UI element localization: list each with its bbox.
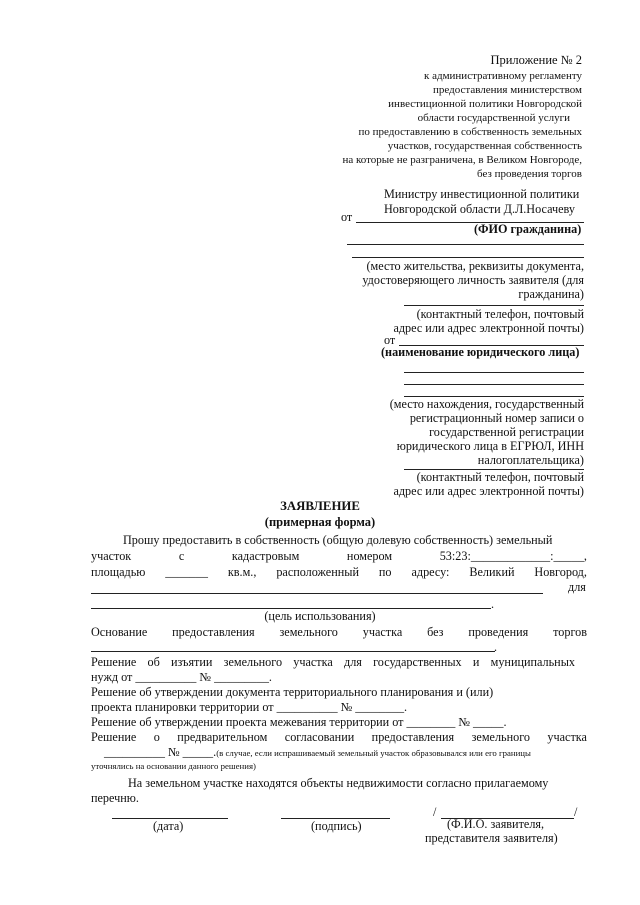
addressee-line-1: Министру инвестиционной политики: [384, 187, 580, 201]
word: участка: [293, 655, 333, 669]
residence-field-line[interactable]: [352, 257, 584, 258]
word: для: [344, 655, 362, 669]
word: об: [147, 655, 160, 669]
residence-label: (место жительства, реквизиты документа,: [366, 259, 584, 273]
slash-right: /: [574, 805, 578, 819]
appendix-line: на которые не разграничена, в Великом Новгороде,: [342, 154, 582, 166]
word: Великий: [469, 565, 515, 579]
location-label: налогоплательщика): [477, 453, 584, 467]
appendix-line: без проведения торгов: [477, 168, 582, 180]
word: участка: [547, 730, 587, 744]
period: .: [494, 640, 498, 654]
word: земельного: [471, 730, 530, 744]
word: согласовании: [284, 730, 355, 744]
word: Решение: [91, 655, 137, 669]
word: изъятии: [171, 655, 213, 669]
word: муниципальных: [490, 655, 575, 669]
cadastral-number-field[interactable]: 53:23:_____________:_____,: [439, 549, 587, 563]
word: Решение: [91, 730, 137, 744]
word: без: [427, 625, 444, 639]
word: земельного: [279, 625, 338, 639]
addressee-line-2: Новгородской области Д.Л.Носачеву: [384, 202, 575, 216]
word: предоставления: [371, 730, 455, 744]
location-label: регистрационный номер записи о: [409, 411, 584, 425]
slash-left: /: [433, 805, 437, 819]
objects-paragraph-end: перечню.: [91, 791, 139, 805]
word: с: [178, 549, 185, 563]
decision-planning-details[interactable]: проекта планировки территории от __________ № ________.: [91, 700, 408, 714]
appendix-line: по предоставлению в собственность земельных: [358, 126, 582, 138]
word: участок: [91, 549, 132, 563]
basis-field-line[interactable]: [91, 651, 495, 652]
word: кадастровым: [231, 549, 300, 563]
contact-field-line[interactable]: [404, 305, 584, 306]
signature-label: (подпись): [311, 819, 362, 833]
date-label: (дата): [153, 819, 184, 833]
appendix-line: области государственной услуги: [417, 112, 570, 124]
purpose-for-label: для: [568, 580, 586, 594]
decision-planning-line: Решение об утверждении документа территориального планирования и (или): [91, 685, 494, 699]
address-field-line[interactable]: [91, 593, 543, 594]
word: земельного: [223, 655, 283, 669]
statement-title: ЗАЯВЛЕНИЕ: [280, 499, 360, 513]
appendix-title: Приложение № 2: [490, 53, 582, 67]
area-field[interactable]: _______: [165, 565, 208, 579]
word: расположенный: [276, 565, 359, 579]
contact-label: адрес или адрес электронной почты): [393, 321, 584, 335]
objects-paragraph: На земельном участке находятся объекты недвижимости согласно прилагаемому: [128, 776, 549, 790]
contact-label: (контактный телефон, почтовый: [416, 307, 584, 321]
word: номером: [346, 549, 393, 563]
period: .: [491, 597, 495, 611]
appendix-line: предоставления министерством: [433, 84, 582, 96]
residence-field-line[interactable]: [347, 244, 584, 245]
word: кв.м.,: [227, 565, 257, 579]
word: площадью: [91, 565, 146, 579]
plot-cadastral-line: [91, 549, 587, 564]
area-address-line: [91, 565, 587, 580]
word: адресу:: [411, 565, 450, 579]
request-paragraph: Прошу предоставить в собственность (общую долевую собственность) земельный: [123, 533, 553, 547]
appendix-line: участков, государственная собственность: [387, 140, 582, 152]
word: государственных: [373, 655, 462, 669]
word: проведения: [468, 625, 529, 639]
decision-preliminary-details[interactable]: [104, 745, 531, 760]
contact-label-2: (контактный телефон, почтовый: [416, 470, 584, 484]
appendix-line: к административному регламенту: [424, 70, 582, 82]
decision-withdrawal-line: [91, 655, 575, 670]
fio-label: (ФИО гражданина): [474, 222, 582, 236]
decision-survey-line[interactable]: Решение об утверждении проекта межевания территории от ________ № _____.: [91, 715, 507, 729]
word: предварительном: [177, 730, 268, 744]
word: участка: [362, 625, 403, 639]
decision-preliminary-fields[interactable]: __________ № _____.: [104, 745, 217, 759]
word: Новгород,: [534, 565, 587, 579]
word: Основание: [91, 625, 148, 639]
location-field-line[interactable]: [404, 372, 584, 373]
location-label: государственной регистрации: [429, 425, 584, 439]
location-label: юридического лица в ЕГРЮЛ, ИНН: [396, 439, 584, 453]
decision-preliminary-line: [91, 730, 587, 745]
word: и: [472, 655, 480, 669]
appendix-line: инвестиционной политики Новгородской: [388, 98, 582, 110]
decision-preliminary-note: (в случае, если испрашиваемый земельный участок образовывался или его границы: [216, 748, 531, 758]
fio-applicant-label: (Ф.И.О. заявителя,: [447, 817, 545, 831]
fio-applicant-label-2: представителя заявителя): [425, 831, 558, 845]
word: по: [378, 565, 392, 579]
decision-preliminary-note-2: уточнялись на основании данного решения): [91, 761, 256, 771]
decision-withdrawal-details[interactable]: нужд от __________ № _________.: [91, 670, 272, 684]
residence-label: гражданина): [518, 287, 584, 301]
word: о: [153, 730, 160, 744]
org-label: (наименование юридического лица): [381, 345, 580, 359]
word: предоставления: [172, 625, 255, 639]
purpose-label: (цель использования): [264, 609, 376, 623]
from-label: от: [341, 210, 353, 224]
contact-label-2: адрес или адрес электронной почты): [393, 484, 584, 498]
residence-label: удостоверяющего личность заявителя (для: [362, 273, 584, 287]
from-label-2: от: [384, 333, 396, 347]
location-label: (место нахождения, государственный: [389, 397, 584, 411]
statement-subtitle: (примерная форма): [264, 515, 376, 529]
location-field-line[interactable]: [404, 384, 584, 385]
basis-line: [91, 625, 587, 640]
word: торгов: [553, 625, 587, 639]
